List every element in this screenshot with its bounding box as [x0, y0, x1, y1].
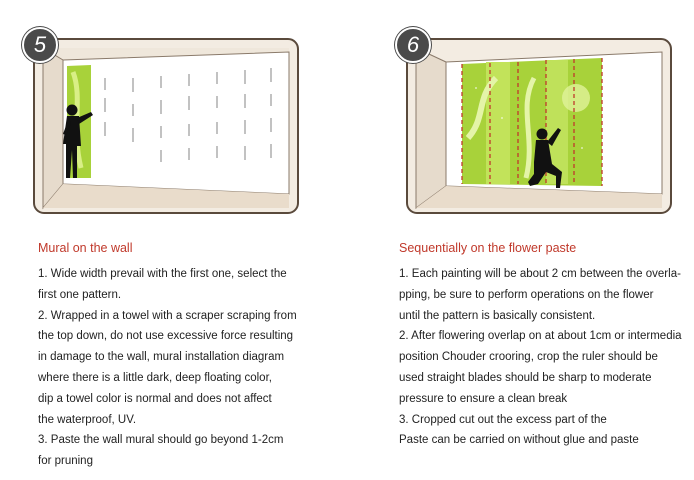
- step-5-number-badge: 5: [22, 27, 58, 63]
- step-6-line: 2. After flowering overlap on at about 1cm or intermedia: [399, 330, 682, 343]
- step-6-line: pressure to ensure a clean break: [399, 392, 568, 405]
- step-5-instructions: [38, 241, 338, 472]
- step-6-heading: Sequentially on the flower paste: [399, 241, 577, 255]
- step-6-line: 3. Cropped cut out the excess part of the: [399, 413, 607, 426]
- step-6-line: pping, be sure to perform operations on the flower: [399, 288, 654, 301]
- step-6-number-badge: 6: [395, 27, 431, 63]
- step-5-line: dip a towel color is normal and does not affect: [38, 392, 272, 405]
- step-5-line: 1. Wide width prevail with the first one, select the: [38, 268, 287, 280]
- step-6-instructions: [399, 241, 694, 451]
- step-5-line: in damage to the wall, mural installation diagram: [38, 351, 285, 364]
- step-6-line: used straight blades should be sharp to moderate: [399, 371, 652, 384]
- step-5-line: for pruning: [38, 455, 93, 468]
- step-5-line: where there is a little dark, deep floating color,: [38, 371, 272, 384]
- step-5-illustration: [33, 38, 299, 214]
- step-6-line: until the pattern is basically consistent.: [399, 309, 596, 322]
- step-5-heading: Mural on the wall: [38, 241, 133, 255]
- step-6-line: 1. Each painting will be about 2 cm between the overla-: [399, 268, 681, 280]
- step-6-line: position Chouder crooring, crop the ruler should be: [399, 351, 658, 364]
- step-5-line: the top down, do not use excessive force resulting: [38, 330, 294, 343]
- step-5-line: 2. Wrapped in a towel with a scraper scraping from: [38, 309, 297, 322]
- step-5-line: first one pattern.: [38, 288, 122, 301]
- step-5-line: 3. Paste the wall mural should go beyond 1-2cm: [38, 434, 284, 447]
- step-6-line: Paste can be carried on without glue and paste: [399, 434, 639, 447]
- step-5-line: the waterproof, UV.: [38, 413, 137, 426]
- step-6-illustration: [406, 38, 672, 214]
